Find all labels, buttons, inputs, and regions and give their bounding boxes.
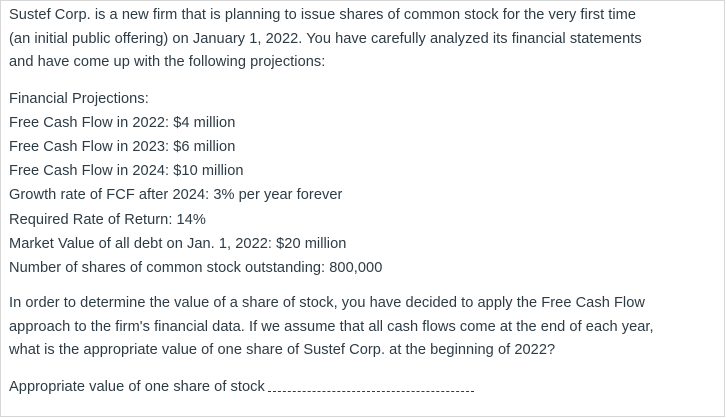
task-paragraph [9,292,716,363]
intro-line: Sustef Corp. is a new firm that is planning to issue shares of common stock for the very first time [9,7,637,23]
projection-item: Free Cash Flow in 2023: $6 million [9,139,236,156]
answer-blank[interactable] [268,390,474,392]
answer-label: Appropriate value of one share of stock [9,378,265,395]
projection-item: Market Value of all debt on Jan. 1, 2022: $20 million [9,235,347,252]
projection-item: Free Cash Flow in 2022: $4 million [9,115,236,132]
projection-item: Free Cash Flow in 2024: $10 million [9,163,244,180]
intro-line: (an initial public offering) on January 1, 2022. You have carefully analyzed its financial statements [9,30,642,47]
task-line: approach to the firm's financial data. If we assume that all cash flows come at the end of each year, [9,318,654,335]
projections-list [9,111,716,280]
intro-paragraph [9,4,716,75]
answer-row [9,375,716,399]
projection-item: Growth rate of FCF after 2024: 3% per year forever [9,187,343,204]
task-line: In order to determine the value of a share of stock, you have decided to apply the Free Cash Flow [9,294,645,311]
task-line: what is the appropriate value of one share of Sustef Corp. at the beginning of 2022? [9,342,556,359]
projections-heading: Financial Projections: [9,91,149,108]
projection-item: Required Rate of Return: 14% [9,211,206,228]
intro-line: and have come up with the following projections: [9,54,326,71]
projection-item: Number of shares of common stock outstanding: 800,000 [9,259,383,276]
question-content [9,4,716,399]
